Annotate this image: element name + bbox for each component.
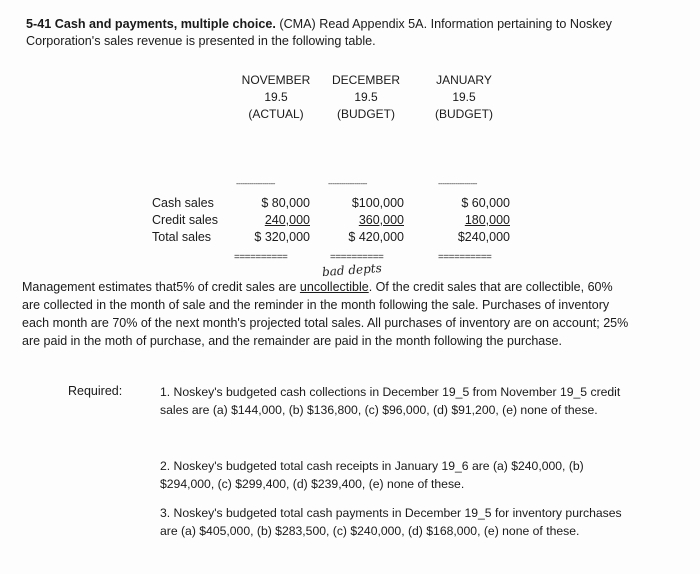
table-double-rule: ========== bbox=[234, 252, 288, 263]
table-cell: 240,000 bbox=[264, 213, 310, 227]
column-month: DECEMBER bbox=[331, 73, 400, 87]
table-cell: $ 60,000 bbox=[461, 196, 510, 210]
column-type: (BUDGET) bbox=[337, 107, 395, 121]
table-cell: $240,000 bbox=[457, 230, 510, 244]
problem-intro: (CMA) Read Appendix 5A. Information pertaining to Noskey Corporation's sales revenue is presented in the following table. bbox=[26, 17, 612, 48]
column-type: (BUDGET) bbox=[435, 107, 493, 121]
row-label-total-sales: Total sales bbox=[152, 230, 212, 244]
question-3: 3. Noskey's budgeted total cash payments in December 19_5 for inventory purchases are (a) $405,000, (b) $283,500, (c) $240,000, (d) $168,000, (e) none of these. bbox=[160, 506, 622, 538]
handwritten-annotation: bad depts bbox=[321, 260, 383, 280]
column-year: 19.5 bbox=[354, 90, 378, 104]
description-paragraph bbox=[22, 278, 632, 350]
problem-heading: Cash and payments, multiple choice. bbox=[54, 17, 276, 31]
question-2: 2. Noskey's budgeted total cash receipts in January 19_6 are (a) $240,000, (b) $294,000, (c) $299,400, (d) $239,400, (e) none of these. bbox=[160, 459, 584, 491]
column-header-january bbox=[409, 72, 519, 123]
column-month: JANUARY bbox=[436, 73, 492, 87]
table-separator: ------------------ bbox=[438, 179, 477, 188]
table-cell: 360,000 bbox=[358, 213, 404, 227]
table-cell: $ 320,000 bbox=[254, 230, 310, 244]
column-year: 19.5 bbox=[452, 90, 476, 104]
problem-number: 5-41 bbox=[26, 17, 52, 31]
column-month: NOVEMBER bbox=[241, 73, 311, 87]
column-header-december bbox=[311, 72, 421, 123]
question-1: 1. Noskey's budgeted cash collections in December 19_5 from November 19_5 credit sales are (a) $144,000, (b) $136,800, (c) $96,000, (d) $91,200, (e) none of these. bbox=[160, 385, 621, 417]
required-label: Required: bbox=[68, 384, 123, 398]
paragraph-underlined-text: uncollectible bbox=[299, 280, 369, 294]
column-year: 19.5 bbox=[264, 90, 288, 104]
table-cell: $100,000 bbox=[351, 196, 404, 210]
paragraph-text: Management estimates that5% of credit sales are bbox=[22, 280, 300, 294]
table-double-rule: ========== bbox=[330, 252, 384, 263]
table-double-rule: ========== bbox=[438, 252, 492, 263]
table-cell: $ 420,000 bbox=[348, 230, 404, 244]
column-type: (ACTUAL) bbox=[248, 107, 304, 121]
row-label-credit-sales: Credit sales bbox=[152, 213, 218, 227]
table-cell: $ 80,000 bbox=[261, 196, 310, 210]
table-cell: 180,000 bbox=[464, 213, 510, 227]
table-separator: ------------------ bbox=[328, 179, 367, 188]
paragraph-text: . Of the credit sales that are collectible, 60% are collected in the month of sale and the reminder in the month following the sale. Purchases of inventory each month are 70% of the next month's projected total sales. All purchases of inventory are on account; 25% are paid in the moth of purchase, and the remainder are paid in the month following the purchase. bbox=[22, 280, 629, 348]
row-label-cash-sales: Cash sales bbox=[152, 196, 214, 210]
table-separator: ------------------ bbox=[236, 179, 275, 188]
problem-title bbox=[26, 16, 666, 50]
